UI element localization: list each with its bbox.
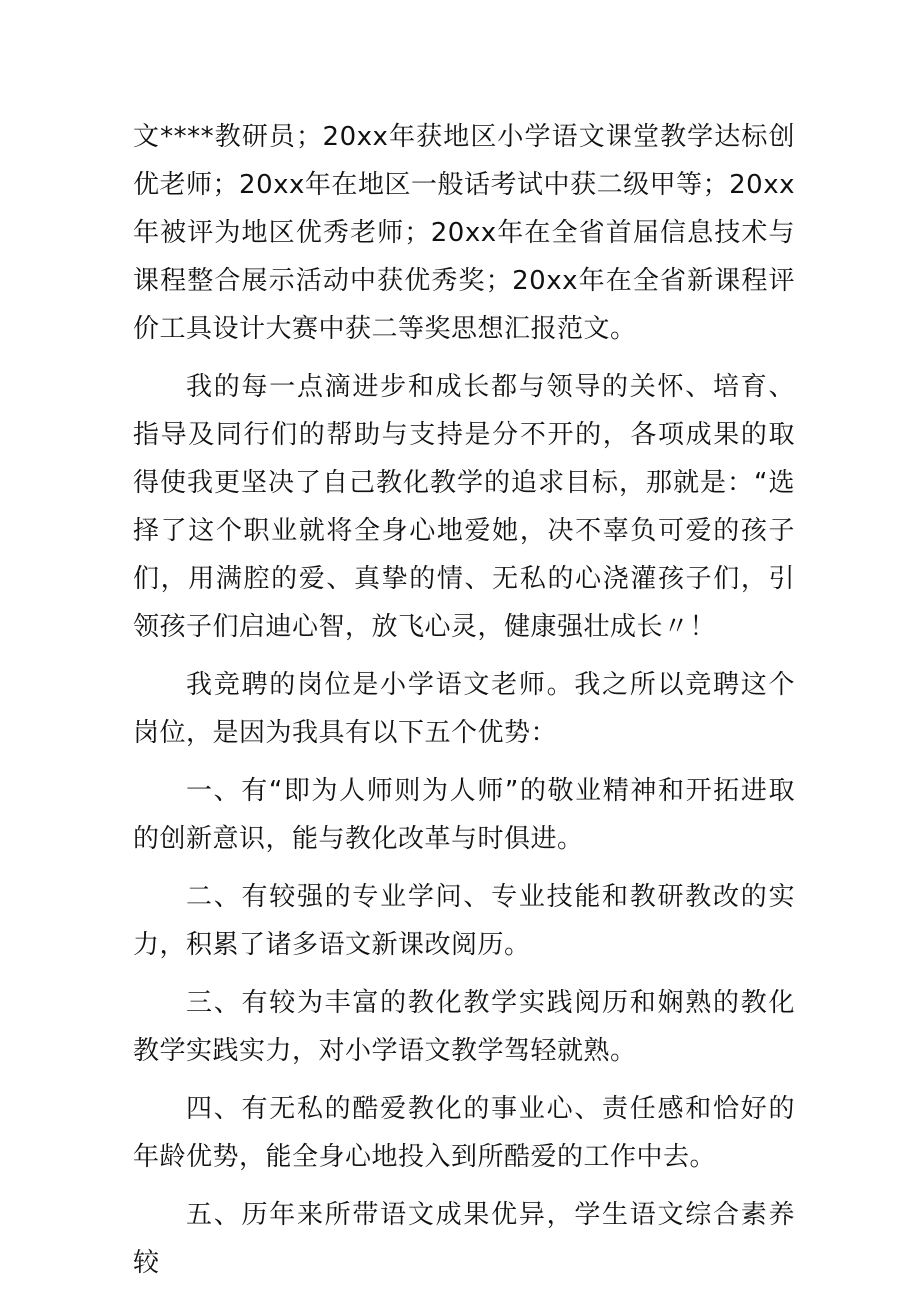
paragraph-achievements: 文****教研员；20xx年获地区小学语文课堂教学达标创优老师；20xx年在地区一般话考试中获二级甲等；20xx年被评为地区优秀老师；20xx年在全省首届信息技术与课程整合展示活动中获优秀奖；20xx年在全省新课程评价工具设计大赛中获二等奖思想汇报范文。 xyxy=(133,122,795,344)
document-body xyxy=(133,113,795,1287)
paragraph-advantage-2: 二、有较强的专业学问、专业技能和教研教改的实力，积累了诸多语文新课改阅历。 xyxy=(133,882,795,960)
paragraph-gratitude: 我的每一点滴进步和成长都与领导的关怀、培育、指导及同行们的帮助与支持是分不开的，各项成果的取得使我更坚决了自己教化教学的追求目标，那就是：“选择了这个职业就将全身心地爱她，决不辜负可爱的孩子们，用满腔的爱、真挚的情、无私的心浇灌孩子们，引领孩子们启迪心智，放飞心灵，健康强壮成长〃！ xyxy=(133,372,795,642)
paragraph-advantage-3: 三、有较为丰富的教化教学实践阅历和娴熟的教化教学实践实力，对小学语文教学驾轻就熟。 xyxy=(133,988,795,1066)
paragraph-advantage-4: 四、有无私的酷爱教化的事业心、责任感和恰好的年龄优势，能全身心地投入到所酷爱的工作中去。 xyxy=(133,1094,795,1172)
paragraph-advantage-5: 五、历年来所带语文成果优异，学生语文综合素养较 xyxy=(133,1200,795,1278)
paragraph-position: 我竞聘的岗位是小学语文老师。我之所以竞聘这个岗位，是因为我具有以下五个优势： xyxy=(133,670,795,748)
paragraph-advantage-1: 一、有“即为人师则为人师”的敬业精神和开拓进取的创新意识，能与教化改革与时俱进。 xyxy=(133,776,795,854)
